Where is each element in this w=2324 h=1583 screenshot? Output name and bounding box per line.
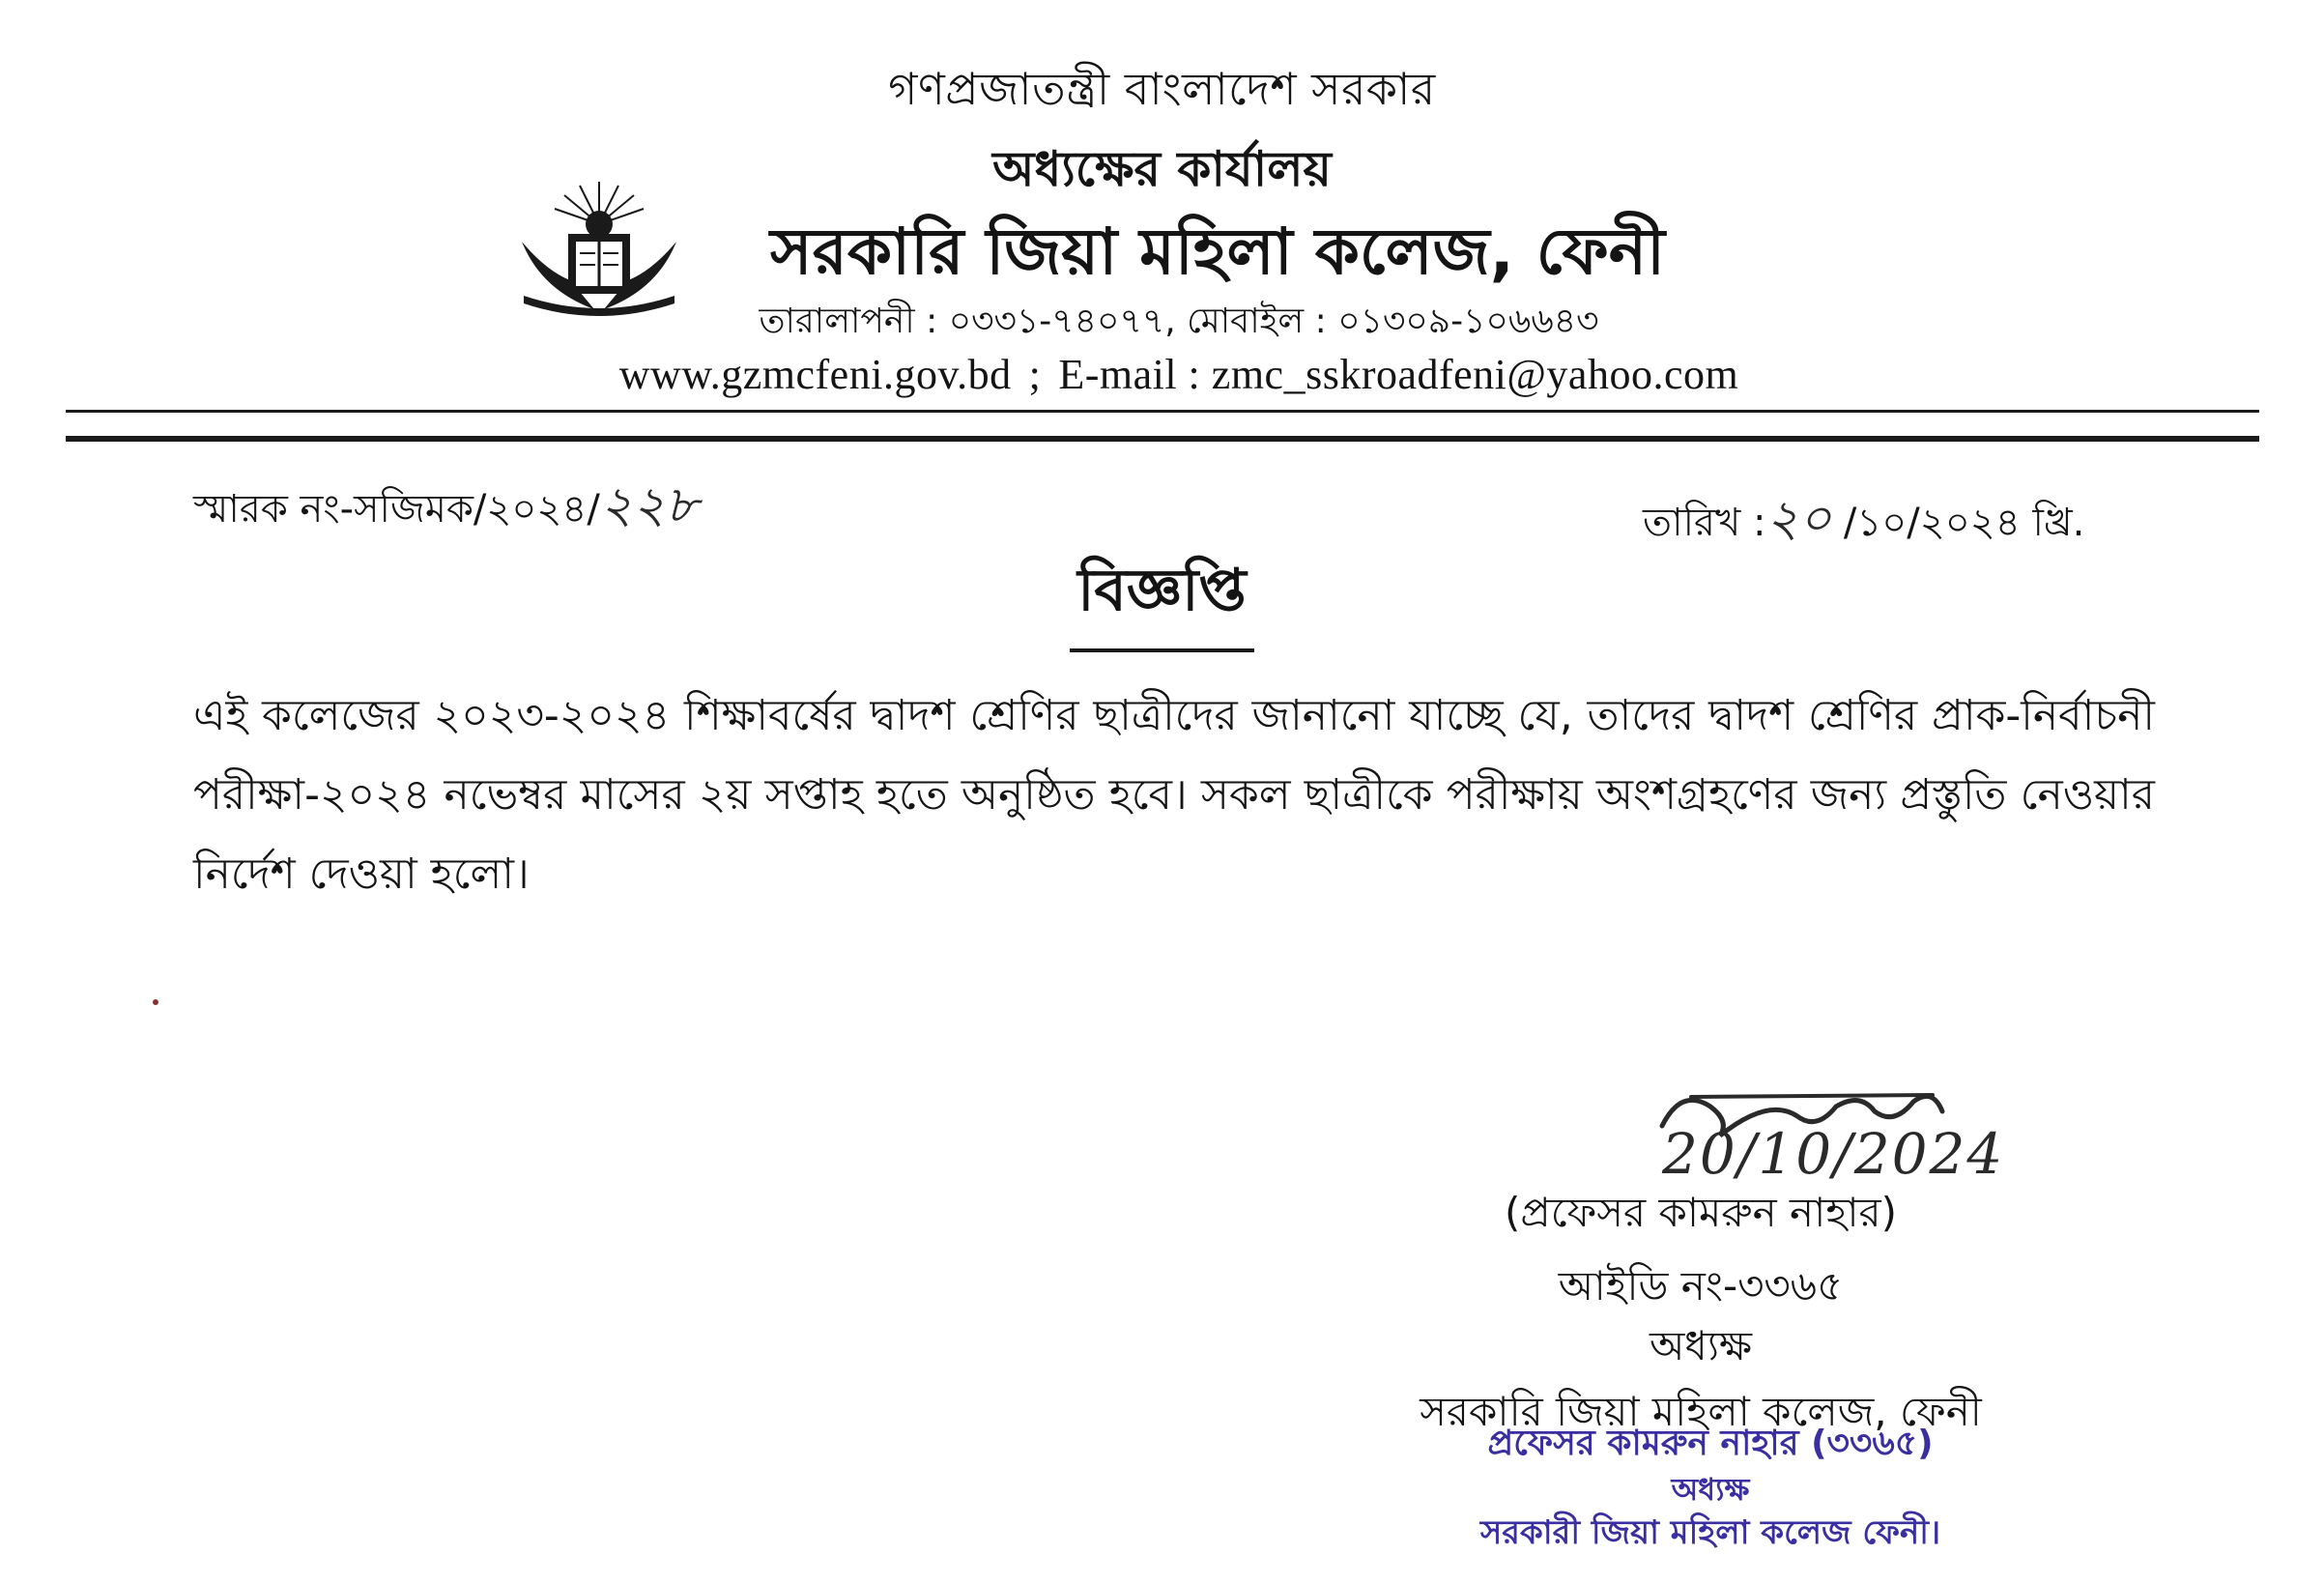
signatory-college: সরকারি জিয়া মহিলা কলেজ, ফেনী bbox=[1420, 1388, 1982, 1435]
stamp-college: সরকারী জিয়া মহিলা কলেজ ফেনী। bbox=[1479, 1513, 1941, 1552]
office-heading: অধ্যক্ষের কার্যালয় bbox=[992, 141, 1332, 197]
date-suffix: /১০/২০২৪ খ্রি. bbox=[1831, 501, 2085, 545]
memo-number bbox=[193, 466, 698, 550]
government-heading: গণপ্রজাতন্ত্রী বাংলাদেশ সরকার bbox=[888, 63, 1436, 115]
stamp-role: অধ্যক্ষ bbox=[1671, 1471, 1750, 1508]
notice-title-text: বিজ্ঞপ্তি bbox=[1070, 546, 1253, 652]
signatory-role: অধ্যক্ষ bbox=[1649, 1322, 1753, 1369]
college-crest-icon bbox=[502, 174, 696, 319]
header-divider-thin bbox=[66, 410, 2259, 413]
notice-title bbox=[0, 546, 2324, 652]
email-link[interactable]: E-mail : zmc_sskroadfeni@yahoo.com bbox=[1058, 351, 1739, 398]
signatory-id: আইডি নং-৩৩৬৫ bbox=[1558, 1262, 1844, 1310]
stamp-name: প্রফেসর কামরুন নাহার (৩৩৬৫) bbox=[1487, 1424, 1934, 1463]
website-link[interactable]: www.gzmcfeni.gov.bd bbox=[618, 351, 1012, 398]
memo-handwritten-number: ২২৮ bbox=[599, 476, 699, 534]
signature-date: 20/10/2024 bbox=[1662, 1121, 2005, 1187]
header-divider-thick bbox=[66, 436, 2259, 442]
date-handwritten-day: ২০ bbox=[1765, 490, 1832, 548]
date-prefix: তারিখ : bbox=[1643, 501, 1766, 545]
ink-speck bbox=[153, 999, 158, 1005]
notice-body: এই কলেজের ২০২৩-২০২৪ শিক্ষাবর্ষের দ্বাদশ শ্রেণির ছাত্রীদের জানানো যাচ্ছে যে, তাদের দ্বাদশ শ্রেণির প্রাক-নির্বাচনী পরীক্ষা-২০২৪ নভেম্বর মাসের ২য় সপ্তাহ হতে অনুষ্ঠিত হবে। সকল ছাত্রীকে পরীক্ষায় অংশগ্রহণের জন্য প্রস্তুতি নেওয়ার নির্দেশ দেওয়া হলো। bbox=[193, 691, 2155, 899]
college-name: সরকারি জিয়া মহিলা কলেজ, ফেনী bbox=[769, 215, 1666, 289]
signatory-name: (প্রফেসর কামরুন নাহার) bbox=[1504, 1189, 1897, 1236]
contact-web-email bbox=[541, 350, 1817, 399]
memo-prefix: স্মারক নং-সজিমক/২০২৪/ bbox=[193, 487, 600, 532]
contact-phone: তারালাপনী : ০৩৩১-৭৪০৭৭, মোবাইল : ০১৩০৯-১০৬৬৪৩ bbox=[759, 302, 1599, 341]
contact-separator: ; bbox=[1028, 351, 1042, 398]
